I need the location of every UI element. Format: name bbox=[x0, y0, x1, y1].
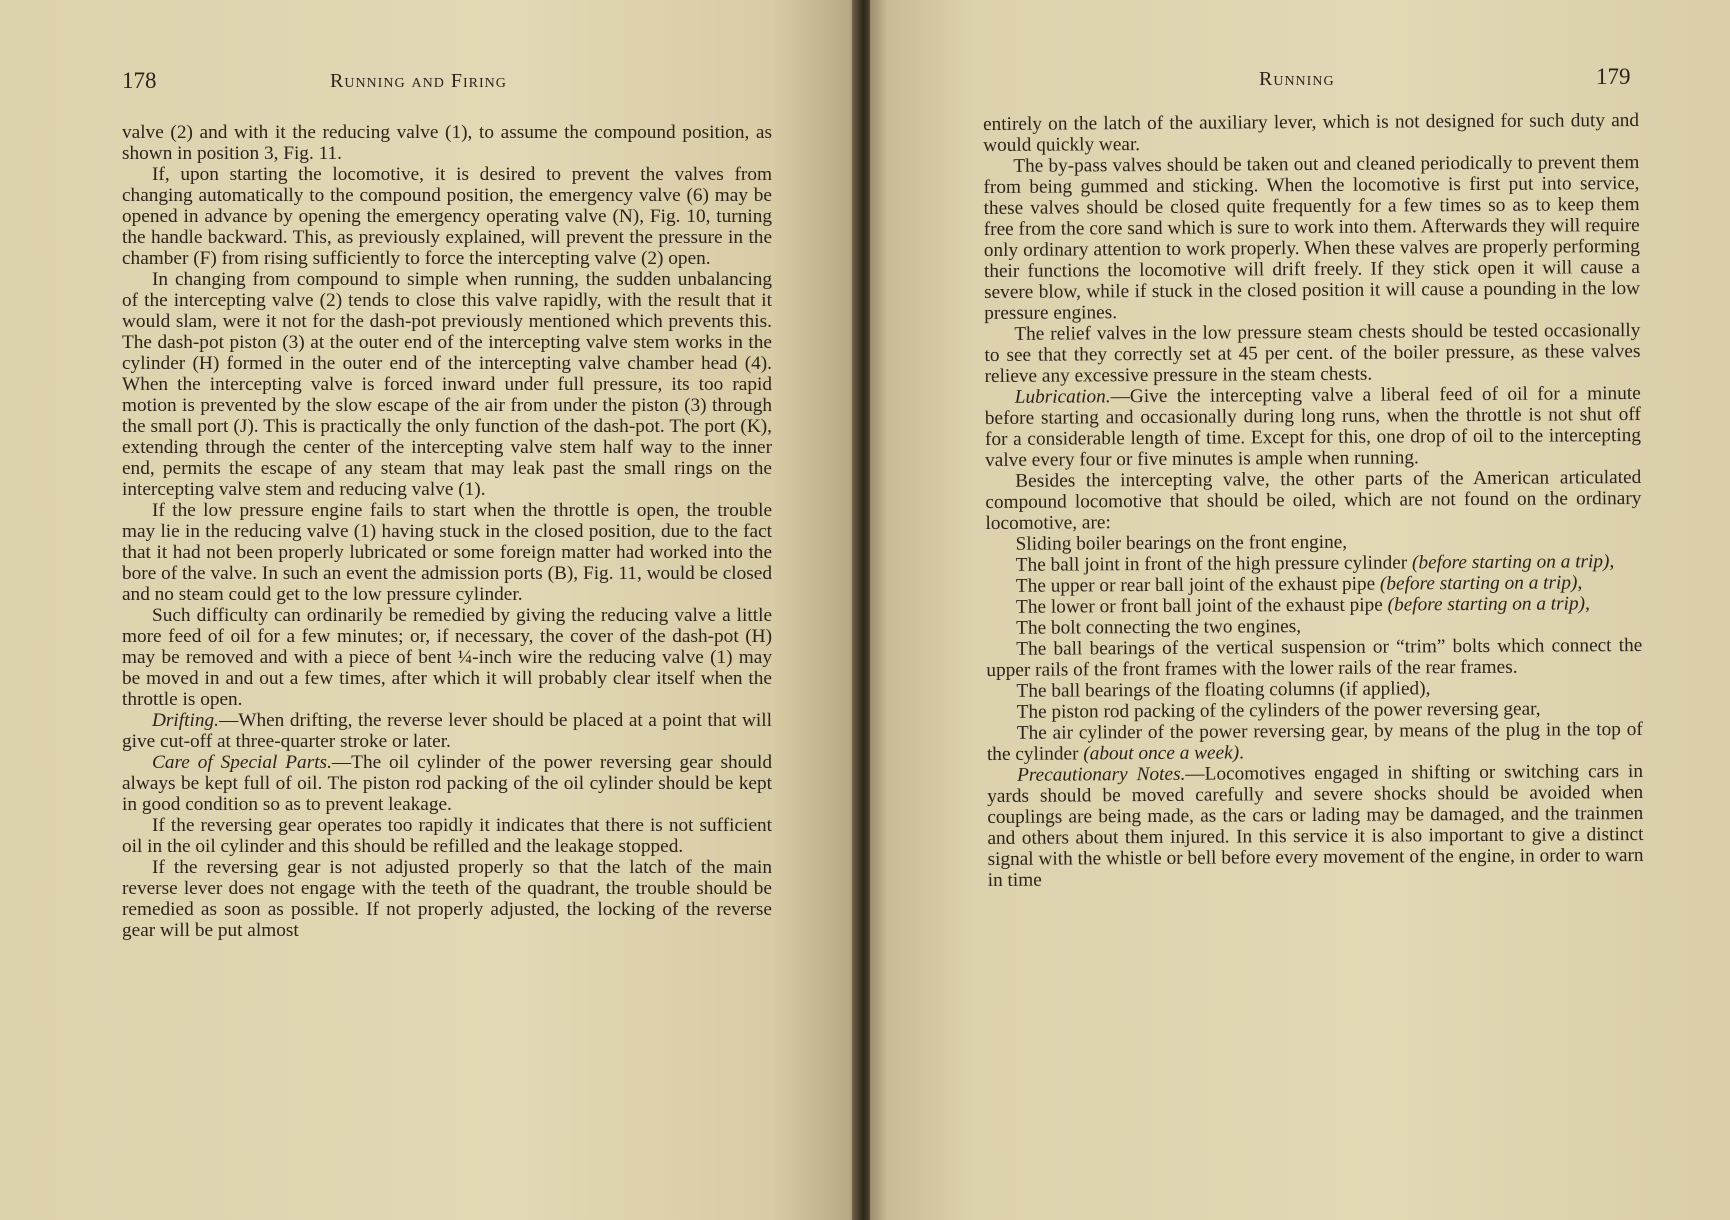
running-head: Running and Firing bbox=[330, 70, 507, 92]
paragraph: In changing from compound to simple when running, the sudden unbalancing of the intercepting valve (2) tends to close this valve rapidly, with the result that it would slam, were it not for the dash-pot previously mentioned which prevents this. The dash-pot piston (3) at the outer end of the intercepting valve stem works in the cylinder (H) formed in the outer end of the intercepting valve chamber head (4). When the intercepting valve is forced inward under full pressure, its too rapid motion is prevented by the slow escape of the air from under the piston (3) through the small port (J). This is practically the only function of the dash-pot. The port (K), extending through the center of the intercepting valve stem half way to the inner end, permits the escape of any steam that may leak past the small rings on the intercepting valve stem and reducing valve (1). bbox=[122, 269, 772, 500]
section-lead: Lubrication. bbox=[1014, 386, 1111, 408]
list-item: The ball bearings of the floating columns (if applied), bbox=[1016, 678, 1431, 702]
paragraph: The relief valves in the low pressure steam chests should be tested occasionally to see that they correctly set at 45 per cent. of the boiler pressure, as these valves relieve any excessive pressure in the steam chests. bbox=[984, 319, 1641, 387]
paragraph: Besides the intercepting valve, the other parts of the American articulated compound locomotive that should be oiled, which are not found on the ordinary locomotive, are: bbox=[985, 466, 1642, 534]
page-text bbox=[983, 110, 1644, 891]
paragraph: Lubrication.—Give the intercepting valve a liberal feed of oil for a minute before starting and occasionally during long runs, when the throttle is not shut off for a considerable length of time. Except for this, one drop of oil to the intercepting valve every four or five minutes is ample when running. bbox=[984, 382, 1642, 471]
running-head: Running bbox=[1259, 68, 1335, 90]
right-page bbox=[870, 0, 1730, 1220]
list-item: The piston rod packing of the cylinders of the power reversing gear, bbox=[1016, 698, 1541, 723]
page-number: 178 bbox=[122, 68, 157, 93]
paragraph: Care of Special Parts.—The oil cylinder of the power reversing gear should always be kept full of oil. The piston rod packing of the oil cylinder should be kept in good condition so as to prevent leakage. bbox=[122, 752, 772, 815]
paragraph: If the reversing gear operates too rapidly it indicates that there is not sufficient oil in the oil cylinder and this should be refilled and the leakage stopped. bbox=[122, 815, 772, 857]
left-page bbox=[0, 0, 858, 1220]
paragraph: The by-pass valves should be taken out and cleaned periodically to prevent them from being gummed and sticking. When the locomotive is first put into service, these valves should be closed quite frequently for a few times so as to keep them free from the core sand which is sure to work into them. Afterwards they will require only ordinary attention to work properly. When these valves are properly performing their functions the locomotive will drift freely. If they stick open it will cause a severe blow, while if stuck in the closed position it will cause a pounding in the low pressure engines. bbox=[983, 151, 1641, 324]
paragraph: Such difficulty can ordinarily be remedied by giving the reducing valve a little more feed of oil for a few minutes; or, if necessary, the cover of the dash-pot (H) may be removed and with a piece of bent ¼-inch wire the reducing valve (1) may be moved in and out a few times, after which it will probably clear itself when the throttle is open. bbox=[122, 605, 772, 710]
list-item: The lower or front ball joint of the exhaust pipe (before starting on a trip), bbox=[1015, 593, 1590, 618]
section-lead: Precautionary Notes. bbox=[1016, 763, 1186, 786]
list-item: The upper or rear ball joint of the exhaust pipe (before starting on a trip), bbox=[1015, 572, 1583, 597]
paragraph: If the reversing gear is not adjusted properly so that the latch of the main reverse lever does not engage with the teeth of the quadrant, the trouble should be remedied as soon as possible. If not properly adjusted, the locking of the reverse gear will be put almost bbox=[122, 857, 772, 941]
paragraph: Precautionary Notes.—Locomotives engaged in shifting or switching cars in yards should be moved carefully and severe shocks should be avoided when couplings are being made, as the cars or lading may be damaged, and the trainmen and others about them injured. In this service it is also important to give a distinct signal with the whistle or bell before every movement of the engine, in order to warn in time bbox=[987, 760, 1644, 891]
list-item: The air cylinder of the power reversing gear, by means of the plug in the top of the cylinder (about once a week). bbox=[986, 718, 1643, 765]
section-lead: Care of Special Parts. bbox=[152, 752, 332, 773]
paragraph: Drifting.—When drifting, the reverse lever should be placed at a point that will give cut-off at three-quarter stroke or later. bbox=[122, 710, 772, 752]
section-lead: Drifting. bbox=[152, 710, 219, 731]
page-text bbox=[122, 122, 772, 941]
paragraph: If the low pressure engine fails to start when the throttle is open, the trouble may lie in the reducing valve (1) having stuck in the closed position, due to the fact that it had not been properly lubricated or some foreign matter had worked into the bore of the valve. In such an event the admission ports (B), Fig. 11, would be closed and no steam could get to the low pressure cylinder. bbox=[122, 500, 772, 605]
paragraph: entirely on the latch of the auxiliary lever, which is not designed for such duty and would quickly wear. bbox=[983, 109, 1640, 156]
paragraph: valve (2) and with it the reducing valve (1), to assume the compound position, as shown in position 3, Fig. 11. bbox=[122, 122, 772, 164]
list-item: Sliding boiler bearings on the front engine, bbox=[1015, 531, 1348, 555]
paragraph: If, upon starting the locomotive, it is desired to prevent the valves from changing automatically to the compound position, the emergency valve (6) may be opened in advance by opening the emergency operating valve (N), Fig. 10, turning the handle backward. This, as previously explained, will prevent the pressure in the chamber (F) from rising sufficiently to force the intercepting valve (2) open. bbox=[122, 164, 772, 269]
list-item: The ball joint in front of the high pressure cylinder (before starting on a trip), bbox=[1015, 551, 1615, 576]
list-item: The bolt connecting the two engines, bbox=[1016, 616, 1302, 639]
list-item: The ball bearings of the vertical suspension or “trim” bolts which connect the upper rails of the front frames with the lower rails of the rear frames. bbox=[986, 634, 1643, 681]
page-number: 179 bbox=[1596, 64, 1631, 89]
